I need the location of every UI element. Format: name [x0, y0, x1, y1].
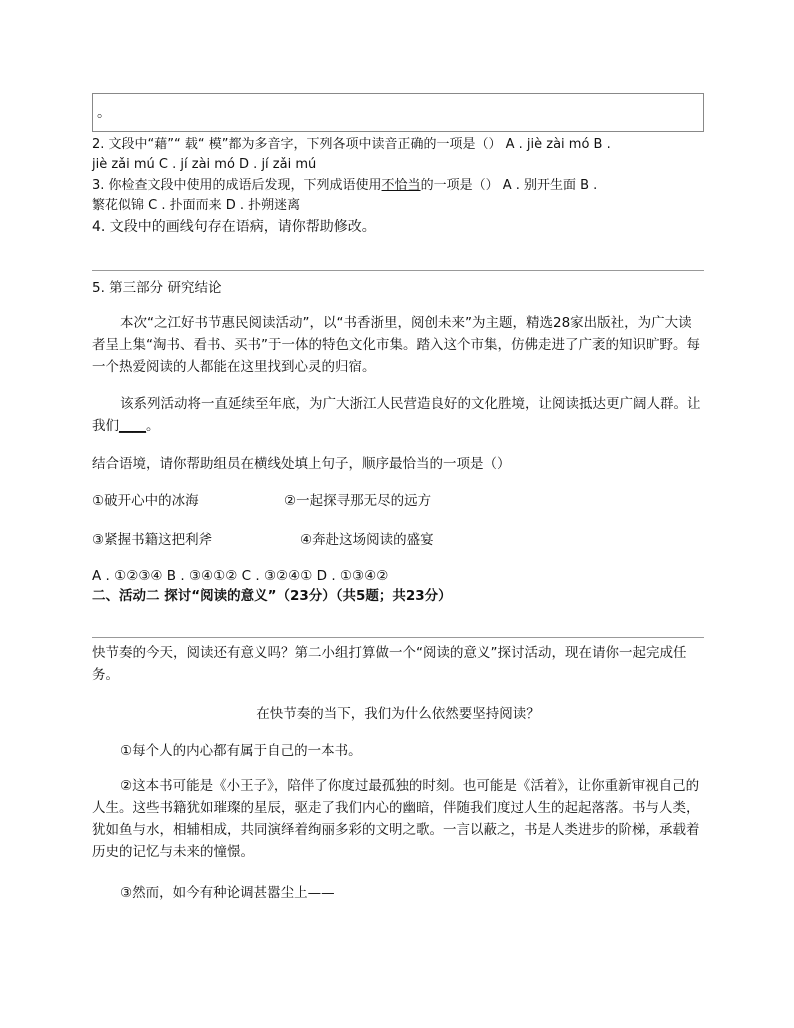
divider	[92, 270, 704, 271]
article-para-1: ①每个人的内心都有属于自己的一本书。	[120, 743, 362, 759]
question-5-para1: 本次“之江好书节惠民阅读活动”，以“书香浙里，阅创未来”为主题，精选28家出版社，为广大读者呈上集“淘书、看书、买书”于一体的特色文化市集。踏入这个市集，仿佛走进了广袤的知识旷野。每一个热爱阅读的人都能在这里找到心灵的归宿。	[92, 315, 700, 375]
question-5-prompt: 结合语境，请你帮助组员在横线处填上句子，顺序最恰当的一项是（）	[92, 456, 511, 472]
question-5-para2	[92, 393, 704, 437]
question-5-heading: 5. 第三部分 研究结论	[92, 280, 222, 296]
question-3-underlined: 不恰当	[381, 178, 421, 193]
option-1: ①破开心中的冰海	[92, 493, 199, 509]
question-3-line2: 繁花似锦 C . 扑面而来 D . 扑朔迷离	[92, 198, 301, 213]
answer-box-text: 。	[97, 105, 111, 121]
question-4: 4. 文段中的画线句存在语病，请你帮助修改。	[92, 219, 376, 235]
question-2-line2: jiè zǎi mú C . jí zài mó D . jí zǎi mú	[92, 157, 317, 172]
option-3: ③紧握书籍这把利斧	[92, 532, 213, 548]
section-2-intro: 快节奏的今天，阅读还有意义吗？第二小组打算做一个“阅读的意义”探讨活动，现在请你一起完成任务。	[92, 645, 687, 683]
answer-choices: A . ①②③④ B . ③④①② C . ③②④① D . ①③④②	[92, 568, 389, 584]
article-title: 在快节奏的当下，我们为什么依然要坚持阅读？	[256, 706, 540, 722]
answer-box[interactable]	[92, 93, 704, 132]
question-2-line1: 2. 文段中“藉”“ 载“ 模”都为多音字，下列各项中读音正确的一项是（） A . jiè zài mó B .	[92, 137, 611, 152]
divider	[92, 637, 704, 638]
para2-text-a: 该系列活动将一直延续至年底，为广大浙江人民营造良好的文化胜境，让阅读抵达更广阔人群。让我们	[92, 396, 701, 434]
article-para-2: ②这本书可能是《小王子》，陪伴了你度过最孤独的时刻。也可能是《活着》，让你重新审视自己的人生。这些书籍犹如璀璨的星辰，驱走了我们内心的幽暗，伴随我们度过人生的起起落落。书与人类，犹如鱼与水，相辅相成，共同演绎着绚丽多彩的文明之歌。一言以蔽之，书是人类进步的阶梯，承载着历史的记忆与未来的憧憬。	[92, 778, 700, 860]
para2-blank: ____	[119, 418, 146, 434]
option-2: ②一起探寻那无尽的远方	[284, 493, 432, 509]
section-2-heading: 二、活动二 探讨“阅读的意义”（23分）（共5题；共23分）	[92, 588, 452, 604]
question-3-line1	[92, 176, 704, 195]
question-3-text-b: 的一项是（） A . 别开生面 B .	[420, 178, 598, 193]
option-4: ④奔赴这场阅读的盛宴	[300, 532, 434, 548]
para2-text-b: 。	[146, 418, 160, 434]
question-3-text-a: 3. 你检查文段中使用的成语后发现，下列成语使用	[92, 178, 382, 193]
article-para-3: ③然而，如今有种论调甚嚣尘上——	[120, 885, 335, 901]
